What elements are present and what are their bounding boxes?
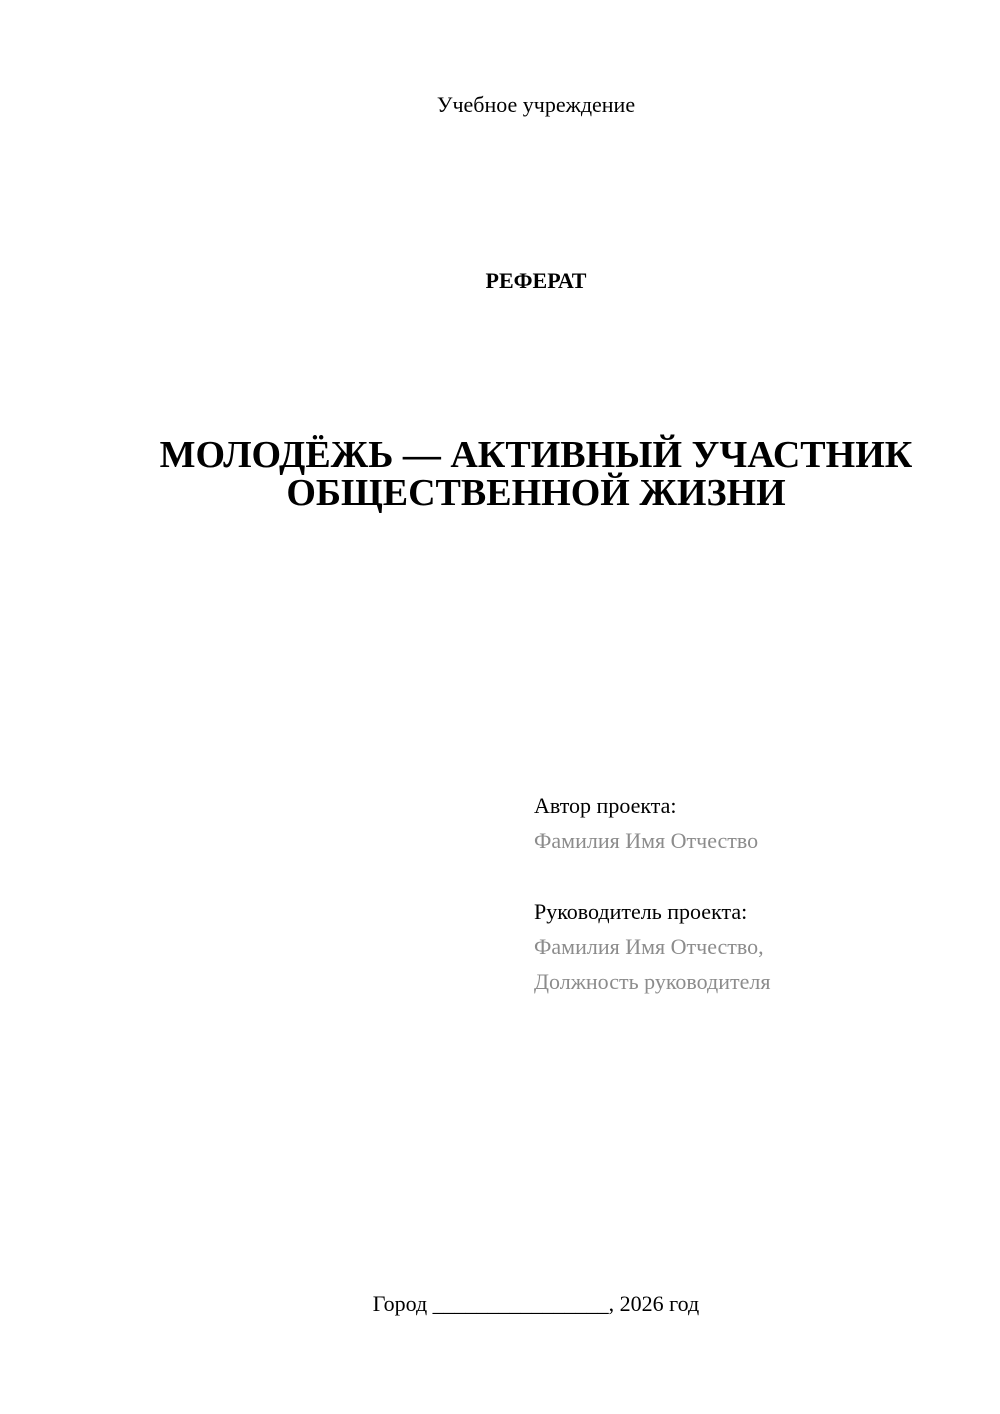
credits-block — [534, 788, 974, 999]
supervisor-name: Фамилия Имя Отчество, — [534, 934, 764, 959]
supervisor-position: Должность руководителя — [534, 969, 771, 994]
document-type: РЕФЕРАТ — [485, 268, 587, 293]
author-label: Автор проекта: — [534, 793, 677, 818]
author-name: Фамилия Имя Отчество — [534, 828, 759, 853]
supervisor-label: Руководитель проекта: — [534, 899, 748, 924]
city-year-line: Город ________________, 2026 год — [372, 1291, 700, 1316]
main-title — [100, 436, 972, 512]
credits-spacer — [534, 858, 974, 894]
institution-name: Учебное учреждение — [436, 92, 636, 117]
main-title-line-1: МОЛОДЁЖЬ — АКТИВНЫЙ УЧАСТНИК — [159, 434, 913, 476]
main-title-line-2: ОБЩЕСТВЕННОЙ ЖИЗНИ — [286, 472, 786, 514]
